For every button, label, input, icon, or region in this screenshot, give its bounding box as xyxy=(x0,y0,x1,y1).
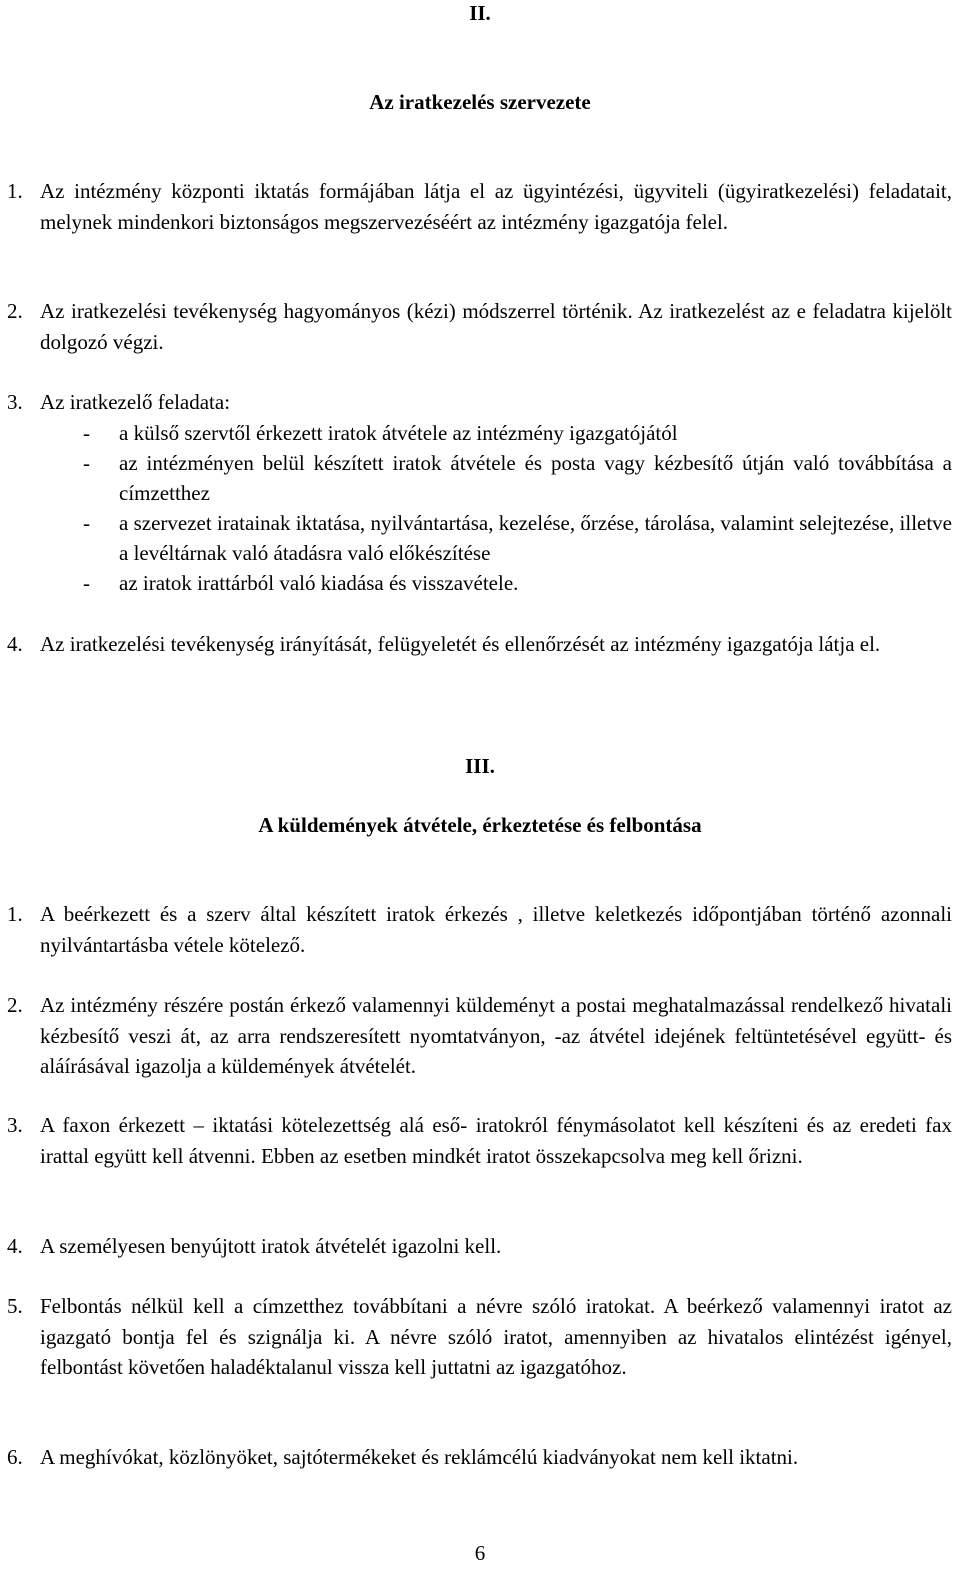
section-3-numeral: III. xyxy=(465,754,495,778)
section-2-item-3 xyxy=(0,387,960,598)
item-text: Az iratkezelési tevékenység irányítását, felügyeletét és ellenőrzését az intézmény igazgatója látja el. xyxy=(40,632,881,656)
item-number: 1. xyxy=(7,902,23,926)
item-text: Az iratkezelő feladata: xyxy=(40,390,231,414)
item-number: 2. xyxy=(7,299,23,323)
section-3-item-5 xyxy=(0,1291,960,1383)
sub-item xyxy=(0,508,960,568)
sub-item-text: az intézményen belül készített iratok átvétele és posta vagy kézbesítő útján való továbbítása a címzetthez xyxy=(119,450,952,505)
item-text: A faxon érkezett – iktatási kötelezettség alá eső- iratokról fénymásolatot kell készíteni és az eredeti fax irattal együtt kell átvenni. Ebben az esetben mindkét iratot összekapcsolva meg kell őrizni. xyxy=(40,1113,952,1168)
item-text: A személyesen benyújtott iratok átvételét igazolni kell. xyxy=(40,1234,502,1258)
item-text: Az intézmény központi iktatás formájában látja el az ügyintézési, ügyviteli (ügyiratkezelési) feladatait, melynek mindenkori biztonságos megszervezéséért az intézmény igazgatója felel. xyxy=(40,179,952,234)
section-2-item-1 xyxy=(0,176,960,237)
item-text: Felbontás nélkül kell a címzetthez továbbítani a névre szóló iratokat. A beérkező valamennyi iratot az igazgató bontja fel és szignálja ki. A névre szóló iratot, amennyiben az hivatalos elintézést igényel, felbontást követően haladéktalanul vissza kell juttatni az igazgatóhoz. xyxy=(40,1294,952,1379)
section-3-item-3 xyxy=(0,1110,960,1171)
item-text: Az intézmény részére postán érkező valamennyi küldeményt a postai meghatalmazással rendelkező hivatali kézbesítő veszi át, az arra rendszeresített nyomtatványon, -az átvétel idejének feltüntetésével együtt- és aláírásával igazolja a küldemények átvételét. xyxy=(40,993,952,1078)
section-3-item-4 xyxy=(0,1231,960,1262)
sub-item-dash: - xyxy=(83,570,90,595)
item-text: A beérkezett és a szerv által készített iratok érkezés , illetve keletkezés időpontjában történő azonnali nyilvántartásba vétele kötelező. xyxy=(40,902,952,957)
sub-item-dash: - xyxy=(83,510,90,535)
section-2-title: Az iratkezelés szervezete xyxy=(369,90,591,114)
section-3-title: A küldemények átvétele, érkeztetése és felbontása xyxy=(258,813,702,837)
section-2-item-2 xyxy=(0,296,960,357)
item-number: 6. xyxy=(7,1445,23,1469)
sub-item-text: az iratok irattárból való kiadása és visszavétele. xyxy=(119,570,519,595)
section-3-item-2 xyxy=(0,990,960,1082)
sub-item-dash: - xyxy=(83,420,90,445)
item-number: 3. xyxy=(7,390,23,414)
item-number: 1. xyxy=(7,179,23,203)
item-number: 4. xyxy=(7,632,23,656)
section-3-item-6 xyxy=(0,1442,960,1473)
sub-item xyxy=(0,418,960,448)
item-number: 3. xyxy=(7,1113,23,1137)
sub-item xyxy=(0,568,960,598)
item-number: 2. xyxy=(7,993,23,1017)
sub-item-text: a szervezet iratainak iktatása, nyilvántartása, kezelése, őrzése, tárolása, valamint selejtezése, illetve a levéltárnak való átadásra való előkészítése xyxy=(119,510,952,565)
section-3-item-1 xyxy=(0,899,960,960)
section-2-numeral: II. xyxy=(469,1,491,25)
section-2-item-4 xyxy=(0,629,960,660)
item-number: 4. xyxy=(7,1234,23,1258)
item-text: A meghívókat, közlönyöket, sajtótermékeket és reklámcélú kiadványokat nem kell iktatni. xyxy=(40,1445,799,1469)
sub-item-dash: - xyxy=(83,450,90,475)
item-text: Az iratkezelési tevékenység hagyományos (kézi) módszerrel történik. Az iratkezelést az e feladatra kijelölt dolgozó végzi. xyxy=(40,299,952,354)
sub-item xyxy=(0,448,960,508)
item-number: 5. xyxy=(7,1294,23,1318)
page-number: 6 xyxy=(474,1541,486,1565)
sub-item-text: a külső szervtől érkezett iratok átvétele az intézmény igazgatójától xyxy=(119,420,678,445)
